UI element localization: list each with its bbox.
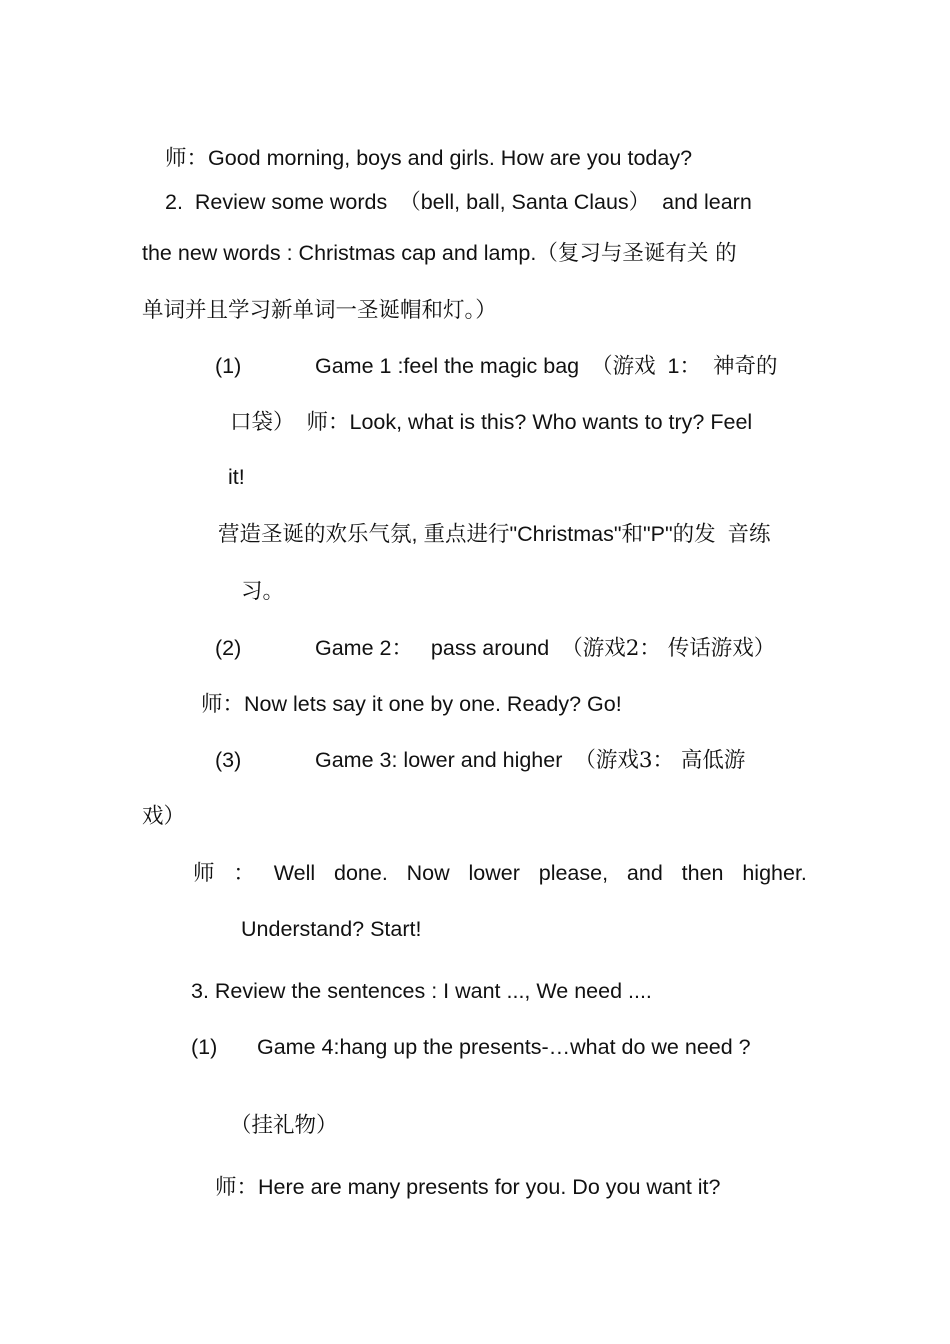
game-3-note-end: 戏） xyxy=(142,804,186,829)
game-1-note-end: 口袋） xyxy=(230,410,295,435)
game-4-note: （挂礼物） xyxy=(230,1113,338,1138)
atmosphere-note xyxy=(218,522,771,548)
atmosphere-note-line-2 xyxy=(241,579,284,605)
game-3-teacher-text-end: Understand? Start! xyxy=(241,917,422,941)
game-1-line-2 xyxy=(230,410,752,436)
word: done. xyxy=(333,861,388,885)
teacher-label: 师： xyxy=(165,146,209,171)
game-1-teacher-text: Look, what is this? Who wants to try? Feel xyxy=(349,410,753,434)
game-1-note-a: （游戏 xyxy=(591,354,656,379)
word: Now xyxy=(406,861,450,885)
step-text: Review some words xyxy=(194,190,388,214)
game-4-teacher-text: Here are many presents for you. Do you want it? xyxy=(258,1175,721,1199)
game-1-teacher-text-end: it! xyxy=(228,465,245,489)
word: higher. xyxy=(742,861,807,885)
word: Well xyxy=(273,861,316,885)
game-2-number: (2) xyxy=(215,636,242,660)
teacher-colon: ： xyxy=(233,861,255,886)
step-2-line-3 xyxy=(142,298,497,324)
teacher-label: 师： xyxy=(306,410,350,435)
game-4-heading xyxy=(191,1035,751,1061)
game-4-teacher-line xyxy=(215,1175,721,1201)
teacher-label: 师： xyxy=(201,692,245,717)
step-word-list: （bell, ball, Santa Claus） xyxy=(399,190,651,214)
atmosphere-note-b: 音练 xyxy=(727,522,771,547)
game-4-title: Game 4:hang up the presents-…what do we need ? xyxy=(257,1035,751,1059)
step-2-line-2 xyxy=(142,241,737,267)
word: and xyxy=(626,861,663,885)
game-1-number: (1) xyxy=(215,354,242,378)
game-2-heading xyxy=(215,636,775,662)
game-1-note-c: 神奇的 xyxy=(712,354,778,379)
game-2-teacher-line xyxy=(201,692,622,718)
atmosphere-note-end: 习。 xyxy=(241,579,285,604)
step-3-text: 3. Review the sentences : I want ..., We need .... xyxy=(191,979,652,1003)
game-1-heading xyxy=(215,354,777,380)
greeting-text: Good morning, boys and girls. How are you today? xyxy=(208,146,693,170)
game-3-number: (3) xyxy=(215,748,242,772)
new-words-text: the new words : Christmas cap and lamp. xyxy=(142,241,537,265)
word: please, xyxy=(538,861,609,885)
word: then xyxy=(681,861,724,885)
game-2-title: Game 2： xyxy=(315,636,413,660)
game-1-title: Game 1 :feel the magic bag xyxy=(315,354,580,378)
atmosphere-note-mid: , 重点进行"Christmas"和"P"的发 xyxy=(411,522,716,546)
step-tail: and learn xyxy=(662,190,752,214)
step-number: 2. xyxy=(165,190,183,214)
game-2-note: （游戏2： 传话游戏） xyxy=(561,636,776,661)
teacher-greeting-line xyxy=(165,146,692,172)
teacher-label: 师 xyxy=(193,861,215,886)
game-4-number: (1) xyxy=(191,1035,218,1059)
step-2-heading xyxy=(165,190,752,216)
game-3-line-2 xyxy=(142,804,185,830)
game-1-line-3 xyxy=(228,465,245,491)
game-2-teacher-text: Now lets say it one by one. Ready? Go! xyxy=(244,692,622,716)
game-1-note-b: 1： xyxy=(667,354,702,378)
new-words-note-zh-cont: 单词并且学习新单词一圣诞帽和灯。） xyxy=(142,298,497,323)
game-3-teacher-line-2 xyxy=(241,917,421,943)
teacher-label: 师： xyxy=(215,1175,259,1200)
new-words-note-zh: （复习与圣诞有关 的 xyxy=(536,241,737,266)
word: lower xyxy=(468,861,520,885)
game-3-title: Game 3: lower and higher xyxy=(315,748,563,772)
game-3-note: （游戏3： 高低游 xyxy=(574,748,746,773)
atmosphere-note-a: 营造圣诞的欢乐气氛 xyxy=(218,522,412,547)
game-4-note-line xyxy=(230,1113,338,1139)
game-3-teacher-line xyxy=(193,861,807,887)
game-2-title-b: pass around xyxy=(430,636,550,660)
game-3-heading xyxy=(215,748,745,774)
step-3-heading xyxy=(191,979,652,1005)
